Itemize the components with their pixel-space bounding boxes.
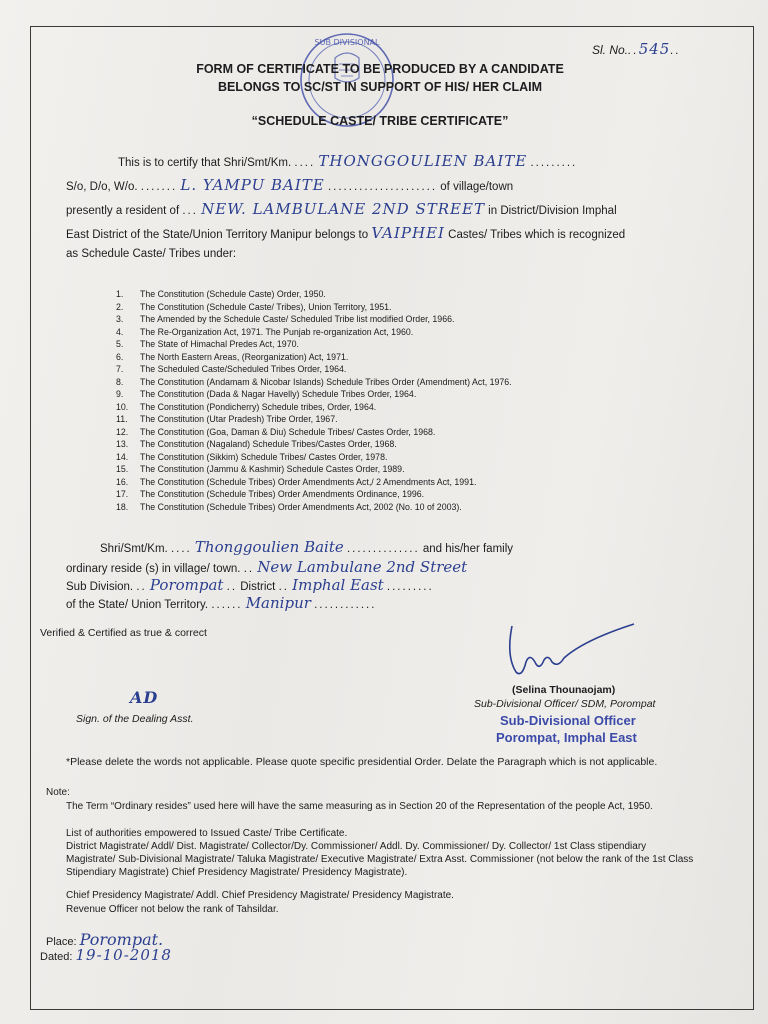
order-number: 3. [116,314,124,324]
note-paragraph-4: Chief Presidency Magistrate/ Addl. Chief Presidency Magistrate/ Presidency Magistrate. [66,890,454,901]
order-item [116,338,512,351]
dated-value: 19-10-2018 [75,946,172,964]
subdiv-prefix: Sub Division. [66,581,134,593]
note-label: Note: [46,787,70,798]
order-number: 15. [116,464,129,474]
residence-name-line: Shri/Smt/Km. .... Thonggoulien Baite .............. and his/her family [100,538,514,556]
order-item [116,501,512,514]
place-value: Porompat. [79,930,164,949]
serial-label: Sl. No. [592,43,629,57]
heading-line-1: FORM OF CERTIFICATE TO BE PRODUCED BY A CANDIDATE [196,62,564,76]
certify-line: This is to certify that Shri/Smt/Km. .... THONGGOULIEN BAITE ......... [118,152,578,170]
order-text: The Constitution (Nagaland) Schedule Tribes/Castes Order, 1968. [140,439,397,449]
verified-text: Verified & Certified as true & correct [40,627,207,639]
serial-value: 545 [638,40,671,58]
district-suffix: in District/Division Imphal [488,205,617,217]
footnote: *Please delete the words not applicable. Please quote specific presidential Order. Delate the Paragraph which is not applicable. [66,756,658,768]
subdivision-line: Sub Division. .. Porompat .. District .. Imphal East ......... [66,576,434,594]
order-item [116,438,512,451]
order-text: The North Eastern Areas, (Reorganization) Act, 1971. [140,351,349,362]
order-text: The Constitution (Utar Pradesh) Tribe Order, 1967. [140,414,338,424]
order-number: 7. [116,364,124,374]
order-text: The Re-Organization Act, 1971. The Punjab re-organization Act, 1960. [140,326,414,337]
union-territory-line: of the State/ Union Territory. ...... Manipur ............ [66,594,377,612]
order-number: 17. [116,489,129,499]
under-line: as Schedule Caste/ Tribes under: [66,248,237,260]
officer-stamp-line-1: Sub-Divisional Officer [500,713,636,728]
serial-number: Sl. No...545.. [592,40,681,58]
order-text: The Constitution (Goa, Daman & Diu) Schedule Tribes/ Castes Order, 1968. [140,426,436,437]
order-item [116,488,512,501]
officer-name: (Selina Thounaojam) [512,684,616,696]
order-text: The State of Himachal Predes Act, 1970. [140,339,299,349]
note-paragraph-3: District Magistrate/ Addl/ Dist. Magistrate/ Collector/Dy. Commissioner/ Addl. Dy. Commissioner/ Dy. Collector/ 1st Class stipendiary Magistrate/ Sub-Divisional Magistrate/ Taluka Magistrate/ Executive Magistrate/ Extra Asst. Commissioner (not below the rank of the 1st Class Stipendiary Magistrate) Chief Presidency Magistrate/ Presidency Magistrate). [66,841,694,878]
candidate-name: THONGGOULIEN BAITE [318,152,528,170]
order-number: 13. [116,439,129,449]
order-text: The Scheduled Caste/Scheduled Tribes Order, 1964. [140,364,347,374]
resident-value: NEW. LAMBULANE 2ND STREET [201,200,485,218]
order-item [116,313,512,326]
district-value: Imphal East [292,576,384,594]
note-paragraph-1: The Term “Ordinary resides” used here will have the same measuring as in Section 20 of the Representation of the people Act, 1950. [66,801,653,812]
order-number: 1. [116,289,124,299]
subdiv-value: Porompat [149,576,224,594]
ordinary-prefix: ordinary reside (s) in village/ town. [66,563,241,575]
state-value: Manipur [245,594,311,612]
order-list [116,288,512,513]
order-item [116,463,512,476]
order-item [116,288,512,301]
order-number: 6. [116,351,124,362]
order-text: The Constitution (Sikkim) Schedule Tribes/ Castes Order, 1978. [140,451,388,462]
relation-line: S/o, D/o, W/o. ....... L. YAMPU BAITE ..................... of village/town [66,176,514,194]
dealing-initials: AD [130,688,159,707]
order-text: The Constitution (Jammu & Kashmir) Schedule Castes Order, 1989. [140,464,405,474]
ordinary-line: ordinary reside (s) in village/ town. .. New Lambulane 2nd Street [66,558,468,576]
order-number: 14. [116,451,129,462]
order-item [116,401,512,414]
officer-title: Sub-Divisional Officer/ SDM, Porompat [474,698,656,710]
ordinary-value: New Lambulane 2nd Street [257,558,468,576]
tribe-value: VAIPHEI [371,224,445,242]
order-number: 5. [116,339,124,349]
signature-icon [500,620,640,682]
order-number: 8. [116,376,124,387]
order-text: The Constitution (Schedule Tribes) Order Amendments Act, 2002 (No. 10 of 2003). [140,501,462,512]
order-number: 10. [116,401,129,412]
order-number: 16. [116,476,129,487]
note-paragraph-2: List of authorities empowered to Issued Caste/ Tribe Certificate. [66,828,348,839]
resident-prefix: presently a resident of [66,205,180,217]
dated-label: Dated: [40,951,73,963]
order-number: 9. [116,389,124,399]
east-district-text: East District of the State/Union Territory Manipur belongs to [66,229,369,241]
residence-name: Thonggoulien Baite [194,538,344,556]
order-text: The Amended by the Schedule Caste/ Scheduled Tribe list modified Order, 1966. [140,314,455,324]
order-number: 11. [116,414,128,424]
order-item [116,351,512,364]
order-item [116,476,512,489]
residence-family-suffix: and his/her family [422,543,514,555]
order-text: The Constitution (Schedule Caste/ Tribes), Union Territory, 1951. [140,301,392,312]
order-item [116,363,512,376]
order-number: 12. [116,426,129,437]
order-item [116,451,512,464]
recognized-text: Castes/ Tribes which is recognized [448,229,626,241]
order-item [116,301,512,314]
place-label: Place: [46,936,77,948]
residence-shri-prefix: Shri/Smt/Km. [100,543,168,555]
order-text: The Constitution (Schedule Tribes) Order Amendments Act,/ 2 Amendments Act, 1991. [140,476,477,487]
order-number: 2. [116,301,124,312]
dated-line [40,946,172,964]
officer-stamp-line-2: Porompat, Imphal East [496,730,637,745]
state-line [66,224,625,242]
order-text: The Constitution (Dada & Nagar Havelly) Schedule Tribes Order, 1964. [140,389,417,399]
certificate-title: “SCHEDULE CASTE/ TRIBE CERTIFICATE” [251,114,509,128]
order-text: The Constitution (Andamam & Nicobar Islands) Schedule Tribes Order (Amendment) Act, 1976. [140,376,512,387]
order-item [116,388,512,401]
order-text: The Constitution (Pondicherry) Schedule tribes, Order, 1964. [140,401,377,412]
order-item [116,413,512,426]
resident-line: presently a resident of ... NEW. LAMBULANE 2ND STREET in District/Division Imphal [66,200,617,218]
order-number: 18. [116,501,129,512]
order-number: 4. [116,326,124,337]
order-item [116,376,512,389]
svg-text:SUB DIVISIONAL: SUB DIVISIONAL [314,38,380,47]
relation-prefix: S/o, D/o, W/o. [66,181,138,193]
village-suffix: of village/town [440,181,514,193]
dealing-label: Sign. of the Dealing Asst. [76,713,194,725]
order-text: The Constitution (Schedule Tribes) Order Amendments Ordinance, 1996. [140,489,425,499]
certify-prefix: This is to certify that Shri/Smt/Km. [118,157,292,169]
district-prefix: District [240,581,276,593]
state-prefix: of the State/ Union Territory. [66,599,209,611]
order-item [116,326,512,339]
heading-line-2: BELONGS TO SC/ST IN SUPPORT OF HIS/ HER CLAIM [217,80,543,94]
father-name: L. YAMPU BAITE [180,176,325,194]
order-item [116,426,512,439]
note-paragraph-5: Revenue Officer not below the rank of Tahsildar. [66,904,279,915]
order-text: The Constitution (Schedule Caste) Order, 1950. [140,289,326,299]
